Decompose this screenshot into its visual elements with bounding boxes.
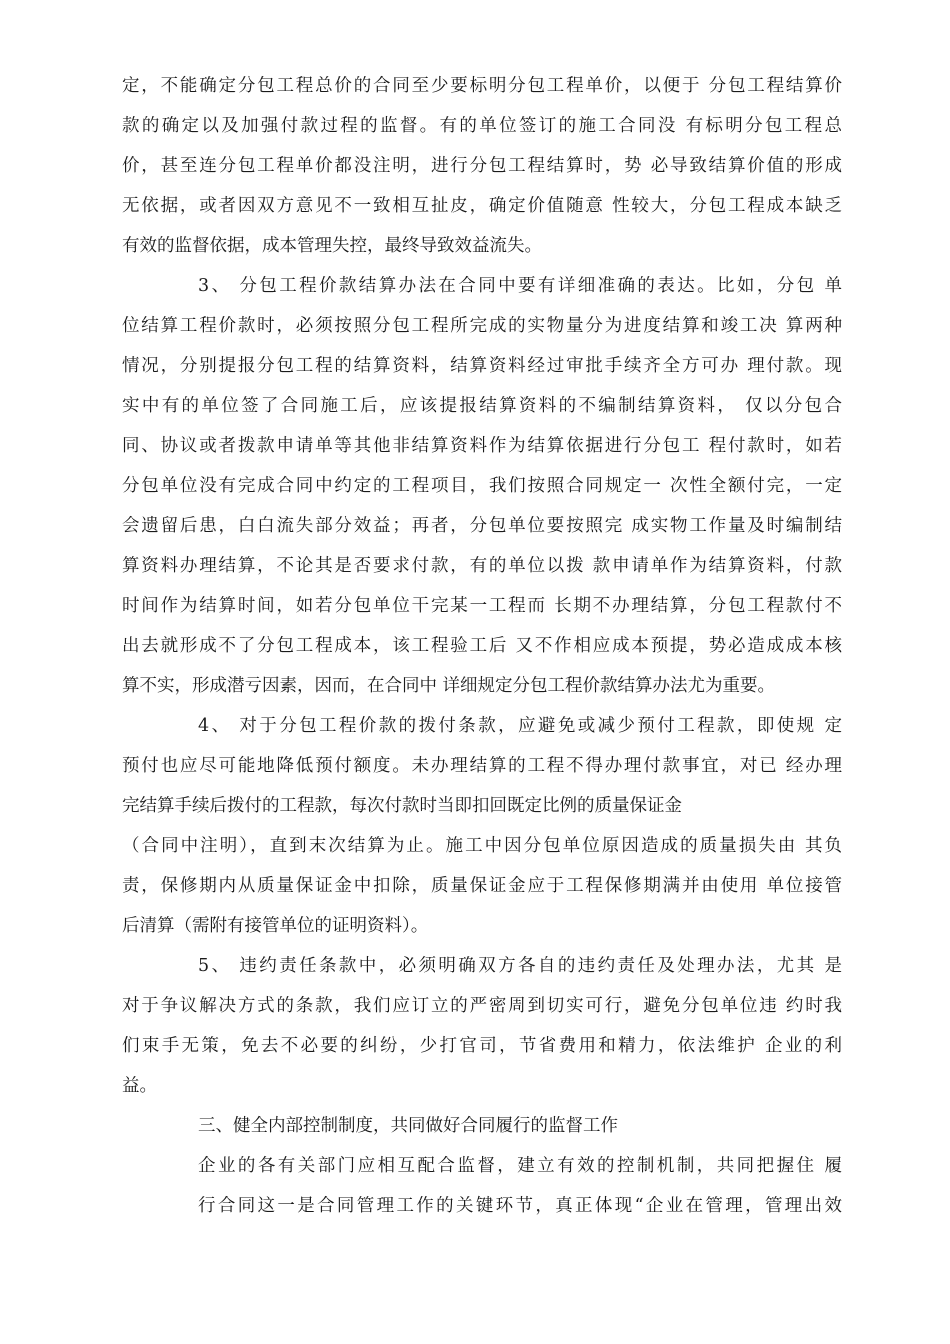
text-line: 价，甚至连分包工程单价都没注明，进行分包工程结算时，势 必导致结算价值的形成: [122, 156, 842, 176]
paragraph-4-first-line: 4、 对于分包工程价款的拨付条款，应避免或减少预付工程款，即使规 定: [198, 716, 842, 736]
paragraph-5-first-line: 5、 违约责任条款中，必须明确双方各自的违约责任及处理办法，尤其 是: [198, 956, 842, 976]
text-line: 行合同这一是合同管理工作的关键环节，真正体现“企业在管理，管理出效: [198, 1196, 842, 1216]
text-line: 无依据，或者因双方意见不一致相互扯皮，确定价值随意 性较大，分包工程成本缺乏: [122, 196, 842, 216]
text-line: 们束手无策，免去不必要的纠纷，少打官司，节省费用和精力，依法维护 企业的利: [122, 1036, 842, 1056]
text-line: 后清算（需附有接管单位的证明资料）。: [122, 916, 429, 936]
text-line: 算不实，形成潜亏因素，因而，在合同中 详细规定分包工程价款结算办法尤为重要。: [122, 676, 776, 696]
text-line: 时间作为结算时间，如若分包单位干完某一工程而 长期不办理结算，分包工程款付不: [122, 596, 842, 616]
text-line: （合同中注明），直到末次结算为止。施工中因分包单位原因造成的质量损失由 其负: [122, 836, 842, 856]
text-line: 完结算手续后拨付的工程款，每次付款时当即扣回既定比例的质量保证金: [122, 796, 682, 816]
text-line: 定，不能确定分包工程总价的合同至少要标明分包工程单价，以便于 分包工程结算价: [122, 76, 842, 96]
text-line: 出去就形成不了分包工程成本，该工程验工后 又不作相应成本预提，势必造成成本核: [122, 636, 842, 656]
text-line: 款的确定以及加强付款过程的监督。有的单位签订的施工合同没 有标明分包工程总: [122, 116, 842, 136]
paragraph-3-first-line: 3、 分包工程价款结算办法在合同中要有详细准确的表达。比如，分包 单: [198, 276, 842, 296]
text-line: 责，保修期内从质量保证金中扣除，质量保证金应于工程保修期满并由使用 单位接管: [122, 876, 842, 896]
text-line: 情况，分别提报分包工程的结算资料，结算资料经过审批手续齐全方可办 理付款。现: [122, 356, 842, 376]
text-line: 同、协议或者拨款申请单等其他非结算资料作为结算依据进行分包工 程付款时，如若: [122, 436, 842, 456]
text-line: 有效的监督依据，成本管理失控，最终导致效益流失。: [122, 236, 542, 256]
text-line: 算资料办理结算，不论其是否要求付款，有的单位以拨 款申请单作为结算资料，付款: [122, 556, 842, 576]
text-line: 企业的各有关部门应相互配合监督，建立有效的控制机制，共同把握住 履: [198, 1156, 842, 1176]
section-heading: 三、健全内部控制制度，共同做好合同履行的监督工作: [198, 1116, 618, 1136]
text-line: 会遗留后患，白白流失部分效益；再者，分包单位要按照完 成实物工作量及时编制结: [122, 516, 842, 536]
text-line: 实中有的单位签了合同施工后，应该提报结算资料的不编制结算资料， 仅以分包合: [122, 396, 842, 416]
text-line: 分包单位没有完成合同中约定的工程项目，我们按照合同规定一 次性全额付完，一定: [122, 476, 842, 496]
text-line: 益。: [122, 1076, 157, 1096]
text-line: 对于争议解决方式的条款，我们应订立的严密周到切实可行，避免分包单位违 约时我: [122, 996, 842, 1016]
text-line: 位结算工程价款时，必须按照分包工程所完成的实物量分为进度结算和竣工决 算两种: [122, 316, 842, 336]
text-line: 预付也应尽可能地降低预付额度。未办理结算的工程不得办理付款事宜，对已 经办理: [122, 756, 842, 776]
